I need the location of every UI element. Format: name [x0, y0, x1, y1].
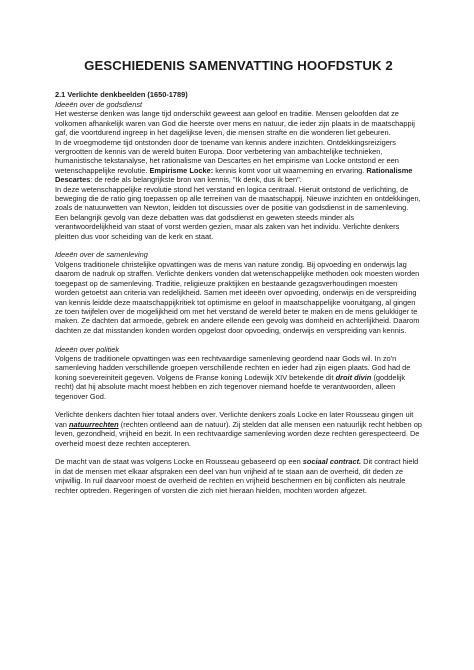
paragraph-1: Het westerse denken was lange tijd onderschikt geweest aan geloof en traditie. Mensen geloofden dat ze volkomen afhankelijk waren van God die heerste over mens en natuur, die ieder zijn plaats in de maatschappij gaf, die voortdurend ingreep in het dagelijkse leven, die mensen strafte en die wonderen liet gebeuren.	[55, 109, 415, 138]
paragraph-7-text-b: Dit contract hield in dat de mensen met elkaar afspraken een deel van hun vrijheid af te staan aan de overheid, dit deden ze vrijwillig. In ruil daarvoor moest de overheid de rechten en vrijheid beschermen en bij conflicten als neutrale rechter optreden. Regeringen of vorsten die zich niet hieraan hielden, mochten worden afgezet.	[55, 457, 419, 495]
rationalisme-text: : de rede als belangrijkste bron van kennis, "Ik denk, dus ik ben".	[90, 175, 302, 185]
paragraph-5-text-a: Volgens de traditionele opvattingen was een rechtvaardige samenleving geordend naar Gods wil. In zo'n samenleving hadden verschillende groepen verschillende rechten en ieder had zijn eigen plaats. God had de koning soevereiniteit gegeven. Volgens de Franse koning Lodewijk XIV betekende dit	[55, 353, 411, 382]
spacer	[55, 448, 422, 457]
section-heading: 2.1 Verlichte denkbeelden (1650-1789)	[55, 90, 188, 99]
term-natuurrechten: natuurrechten	[68, 419, 119, 429]
paragraph-7	[55, 457, 422, 495]
term-empirisme: Empirisme Locke:	[149, 165, 214, 175]
subheading-politiek: Ideeën over politiek	[55, 344, 120, 354]
term-droit-divin: droit divin	[335, 372, 372, 382]
subheading-godsdienst: Ideeën over de godsdienst	[55, 100, 143, 109]
term-sociaal-contract: sociaal contract.	[302, 457, 362, 467]
paragraph-4: Volgens traditionele christelijke opvattingen was de mens van nature zondig. Bij opvoeding en onderwijs lag daarom de nadruk op straffen. Verlichte denkers vonden dat wetenschappelijke methoden ook moesten worden toegepast op de samenleving. Traditie, religieuze praktijken en bestaande gezagsverhoudingen moesten worden getoetst aan criteria van redelijkheid. Samen met ideeën over opvoeding, onderwijs en de verspreiding van kennis leidde deze maatschappijkritiek tot optimisme en geloof in maatschappelijke vooruitgang, al gingen ze toen twijfelen over de mogelijkheid om met het verstand de wereld beter te maken en de mens gelukkiger te maken. Ze dachten dat armoede, gebrek en andere ellende een gevolg was domheid en achterlijkheid. Daarom dachten ze dat misstanden konden worden opgelost door opvoeding, onderwijs en verspreiding van kennis.	[55, 259, 420, 335]
paragraph-2-text: In de vroegmoderne tijd ontstonden door de toename van kennis andere inzichten. Ontdekkingsreizigers vergrootten de kennis van de wereld buiten Europa. Door verbetering van ambachtelijke technieken, humanistische tekstanalyse, het rationalisme van Descartes en het empirisme van Locke ontstond er een wetenschappelijke revolutie.	[55, 137, 399, 175]
paragraph-7-text-a: De macht van de staat was volgens Locke en Rousseau gebaseerd op een	[55, 457, 301, 467]
document-title: GESCHIEDENIS SAMENVATTING HOOFDSTUK 2	[84, 58, 393, 73]
paragraph-6-text-a: Verlichte denkers dachten hier totaal anders over. Verlichte denkers zoals Locke en later Rousseau gingen uit van	[55, 410, 414, 429]
paragraph-5-text-b: (goddelijk recht) dat hij absolute macht moest hebben en zich tegenover niemand hoefde te verantwoorden, alleen tegenover God.	[55, 372, 406, 401]
spacer	[55, 241, 422, 250]
paragraph-6-text-b: (rechten ontleend aan de natuur). Zij stelden dat alle mensen een natuurlijk recht hebben op leven, gezondheid, vrijheid en bezit. In een rechtvaardige samenleving worden deze rechten gerespecteerd. De overheid moest deze rechten accepteren.	[55, 419, 422, 448]
empirisme-text: kennis komt voor uit waarneming en ervaring.	[215, 165, 365, 175]
spacer	[55, 401, 422, 410]
paragraph-5	[55, 354, 422, 401]
subheading-samenleving: Ideeën over de samenleving	[55, 250, 148, 260]
paragraph-3: In deze wetenschappelijke revolutie stond het verstand en logica centraal. Hieruit ontstond de verlichting, de beweging die de ratio ging toepassen op alle terreinen van de maatschappij. Nieuwe inzichten en ontdekkingen, zoals de natuurwetten van Newton, leidden tot discussies over de positie van godsdienst in de samenleving. Een belangrijk gevolg van deze debatten was dat godsdienst en geweten steeds minder als verantwoordelijkheid van staat of vorst werden gezien, maar als zaken van het individu. Verlichte denkers pleitten dus voor scheiding van de kerk en staat.	[55, 184, 421, 241]
paragraph-2	[55, 138, 422, 185]
spacer	[55, 335, 422, 344]
paragraph-6	[55, 410, 422, 448]
term-rationalisme: Rationalisme Descartes	[55, 165, 413, 185]
